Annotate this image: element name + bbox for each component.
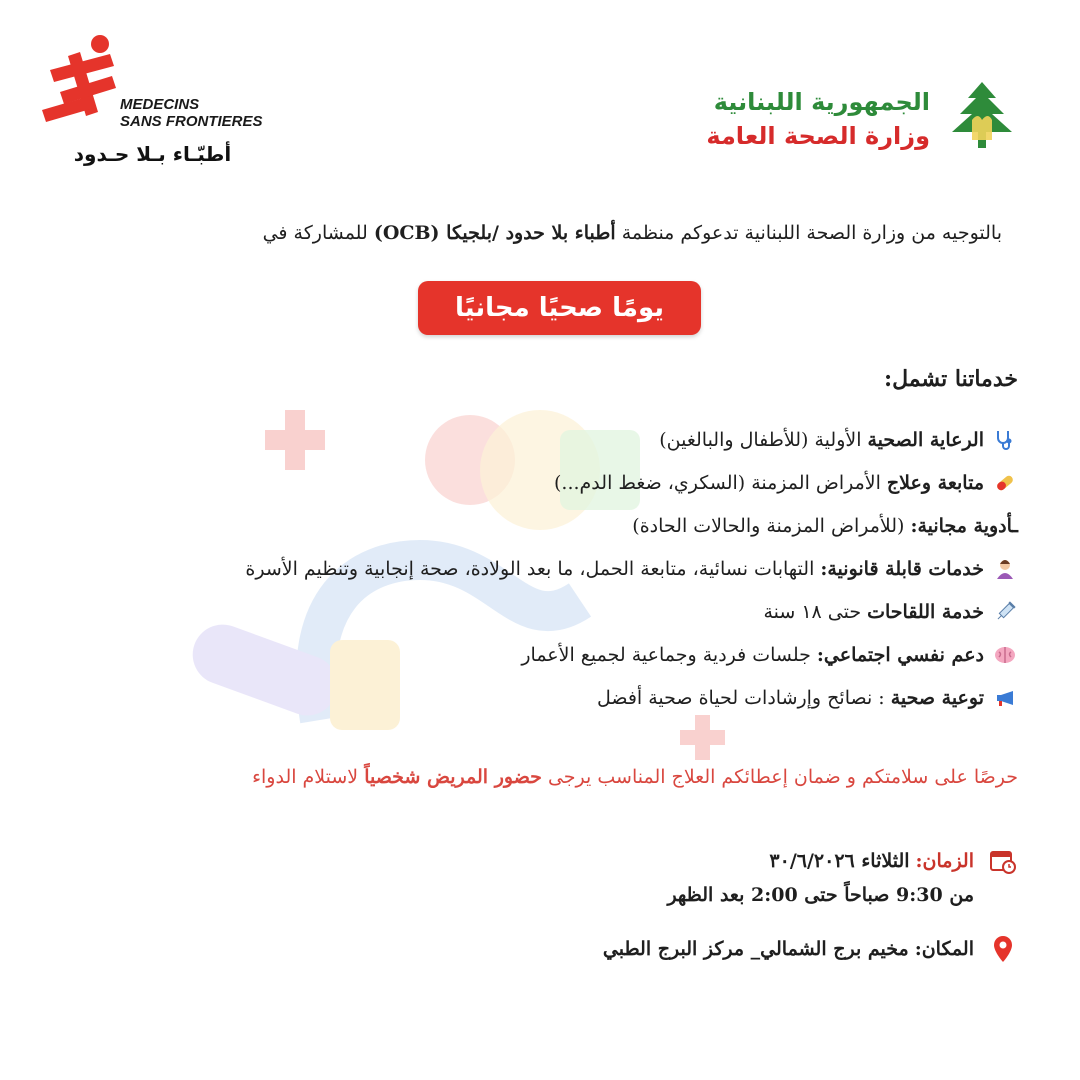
list-item: خدمة اللقاحات حتى ١٨ سنة: [245, 590, 1018, 633]
event-date: الثلاثاء ٣٠/٦/٢٠٢٦: [769, 850, 910, 872]
services-title: خدماتنا تشمل:: [883, 366, 1018, 392]
event-time: [769, 846, 1018, 876]
time-label: الزمان:: [915, 850, 974, 872]
brain-icon: [992, 642, 1018, 668]
list-item: دعم نفسي اجتماعي: جلسات فردية وجماعية لجميع الأعمار: [245, 633, 1018, 676]
ministry-name: وزارة الصحة العامة: [706, 122, 930, 150]
cedar-tree-icon: [942, 78, 1022, 158]
location-pin-icon: [988, 934, 1018, 964]
services-list: [245, 418, 1018, 719]
stethoscope-icon: [992, 427, 1018, 453]
list-item: خدمات قابلة قانونية: التهابات نسائية، متابعة الحمل، ما بعد الولادة، صحة إنجابية وتنظيم الأسرة: [245, 547, 1018, 590]
place-value: مخيم برج الشمالي_ مركز البرج الطبي: [602, 938, 909, 960]
msf-running-man-icon: [40, 32, 130, 132]
syringe-icon: [992, 599, 1018, 625]
midwife-icon: [992, 556, 1018, 582]
msf-logo: [40, 32, 280, 172]
ministry-republic-name: الجمهورية اللبنانية: [713, 88, 930, 116]
patient-attendance-note: حرصًا على سلامتكم و ضمان إعطائكم العلاج المناسب يرجى حضور المريض شخصياً لاستلام الدواء: [252, 766, 1018, 788]
msf-arabic-name: أطبّـاء بـلا حـدود: [73, 142, 232, 166]
place-label: المكان:: [914, 938, 974, 960]
event-place: [603, 934, 1018, 964]
calendar-clock-icon: [988, 846, 1018, 876]
list-item: ـأدوية مجانية: (للأمراض المزمنة والحالات الحادة): [632, 514, 1018, 537]
list-item: توعية صحية : نصائح وإرشادات لحياة صحية أفضل: [245, 676, 1018, 719]
list-item: الرعاية الصحية الأولية (للأطفال والبالغين): [245, 418, 1018, 461]
event-hours: من 9:30 صباحاً حتى 2:00 بعد الظهر: [667, 884, 974, 906]
ministry-logo: [706, 78, 1030, 158]
intro-text: بالتوجيه من وزارة الصحة اللبنانية تدعوكم منظمة أطباء بلا حدود /بلجيكا (OCB) للمشاركة في: [262, 222, 1002, 244]
pill-icon: [992, 470, 1018, 496]
megaphone-icon: [992, 685, 1018, 711]
free-health-day-banner: يومًا صحيًا مجانيًا: [418, 281, 701, 335]
organization-name: أطباء بلا حدود /بلجيكا (OCB): [373, 222, 616, 244]
list-item: متابعة وعلاج الأمراض المزمنة (السكري، ضغط الدم...): [245, 461, 1018, 504]
msf-english-name: MEDECINS SANS FRONTIERES: [120, 96, 263, 130]
